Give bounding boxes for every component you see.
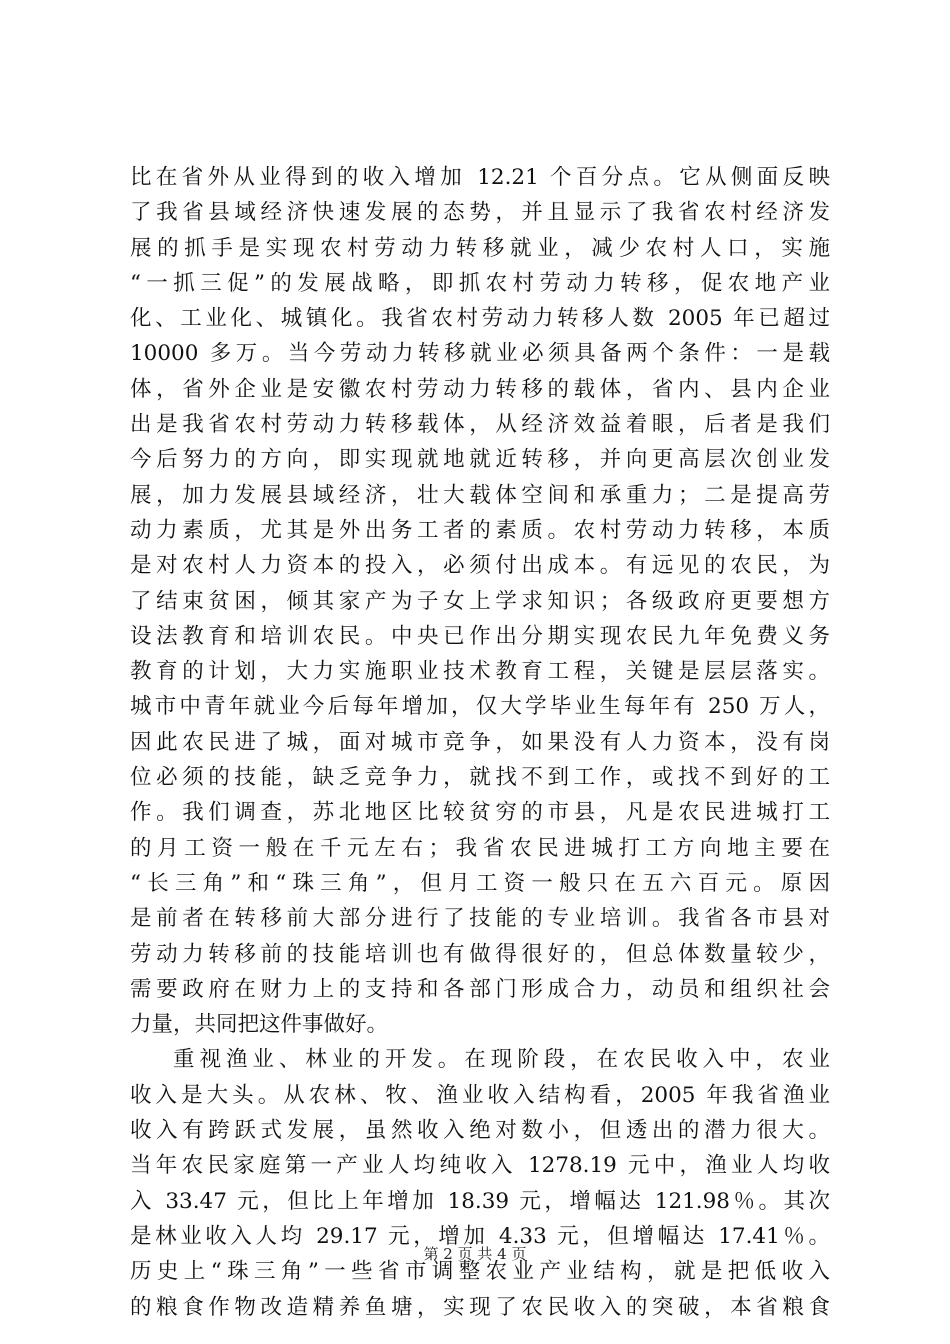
text-line: 因此农民进了城，面对城市竞争，如果没有人力资本，没有岗 xyxy=(130,729,830,755)
paragraph-start-line: 重视渔业、林业的开发。在现阶段，在农民收入中，农业 xyxy=(173,1047,830,1073)
text-line: 的月工资一般在千元左右；我省农民进城打工方向地主要在 xyxy=(130,835,830,861)
text-line: 需要政府在财力上的支持和各部门形成合力，动员和组织社会 xyxy=(130,976,830,1002)
text-line: 收入是大头。从农林、牧、渔业收入结构看，2005 年我省渔业 xyxy=(130,1082,830,1108)
text-line: 当年农民家庭第一产业人均纯收入 1278.19 元中，渔业人均收 xyxy=(130,1153,830,1179)
text-line: 是林业收入人均 29.17 元，增加 4.33 元，但增幅达 17.41％。 xyxy=(130,1223,830,1249)
text-line: “一抓三促”的发展战略，即抓农村劳动力转移，促农地产业 xyxy=(130,270,830,296)
text-line: 10000 多万。当今劳动力转移就业必须具备两个条件：一是载 xyxy=(130,341,830,367)
text-line: 力量，共同把这件事做好。 xyxy=(130,1012,389,1038)
text-line: 今后努力的方向，即实现就地就近转移，并向更高层次创业发 xyxy=(130,447,830,473)
text-line: 体，省外企业是安徽农村劳动力转移的载体，省内、县内企业 xyxy=(130,376,830,402)
text-line: 出是我省农村劳动力转移载体，从经济效益着眼，后者是我们 xyxy=(130,412,830,438)
text-line: 化、工业化、城镇化。我省农村劳动力转移人数 2005 年已超过 xyxy=(130,306,830,332)
page-footer: 第 2 页 共 4 页 xyxy=(423,1245,527,1263)
text-line: 城市中青年就业今后每年增加，仅大学毕业生每年有 250 万人， xyxy=(130,694,830,720)
text-line: 了我省县域经济快速发展的态势，并且显示了我省农村经济发 xyxy=(130,200,830,226)
text-line: “长三角”和“珠三角”，但月工资一般只在五六百元。原因 xyxy=(130,870,830,896)
text-line: 的粮食作物改造精养鱼塘，实现了农民收入的突破，本省粮食 xyxy=(130,1294,830,1320)
text-line: 了结束贫困，倾其家产为子女上学求知识；各级政府更要想方 xyxy=(130,588,830,614)
text-line: 历史上“珠三角”一些省市调整农业产业结构，就是把低收入 xyxy=(130,1259,830,1285)
text-line: 入 33.47 元，但比上年增加 18.39 元，增幅达 121.98％。其次 xyxy=(130,1188,830,1214)
body-text xyxy=(130,160,830,1325)
text-line: 是对农村人力资本的投入，必须付出成本。有远见的农民，为 xyxy=(130,553,830,579)
text-line: 比在省外从业得到的收入增加 12.21 个百分点。它从侧面反映 xyxy=(130,165,830,190)
text-line: 教育的计划，大力实施职业技术教育工程，关键是层层落实。 xyxy=(130,659,830,685)
text-line: 设法教育和培训农民。中央已作出分期实现农民九年免费义务 xyxy=(130,623,830,649)
text-line: 作。我们调查，苏北地区比较贫穷的市县，凡是农民进城打工 xyxy=(130,800,830,826)
text-line: 是前者在转移前大部分进行了技能的专业培训。我省各市县对 xyxy=(130,906,830,932)
text-line: 劳动力转移前的技能培训也有做得很好的，但总体数量较少， xyxy=(130,941,830,967)
text-line: 展，加力发展县域经济，壮大载体空间和承重力；二是提高劳 xyxy=(130,482,830,508)
text-line: 位必须的技能，缺乏竞争力，就找不到工作，或找不到好的工 xyxy=(130,765,830,791)
text-line: 展的抓手是实现农村劳动力转移就业，减少农村人口，实施 xyxy=(130,235,830,261)
text-line: 收入有跨跃式发展，虽然收入绝对数小，但透出的潜力很大。 xyxy=(130,1118,830,1144)
text-line: 动力素质，尤其是外出务工者的素质。农村劳动力转移，本质 xyxy=(130,517,830,543)
